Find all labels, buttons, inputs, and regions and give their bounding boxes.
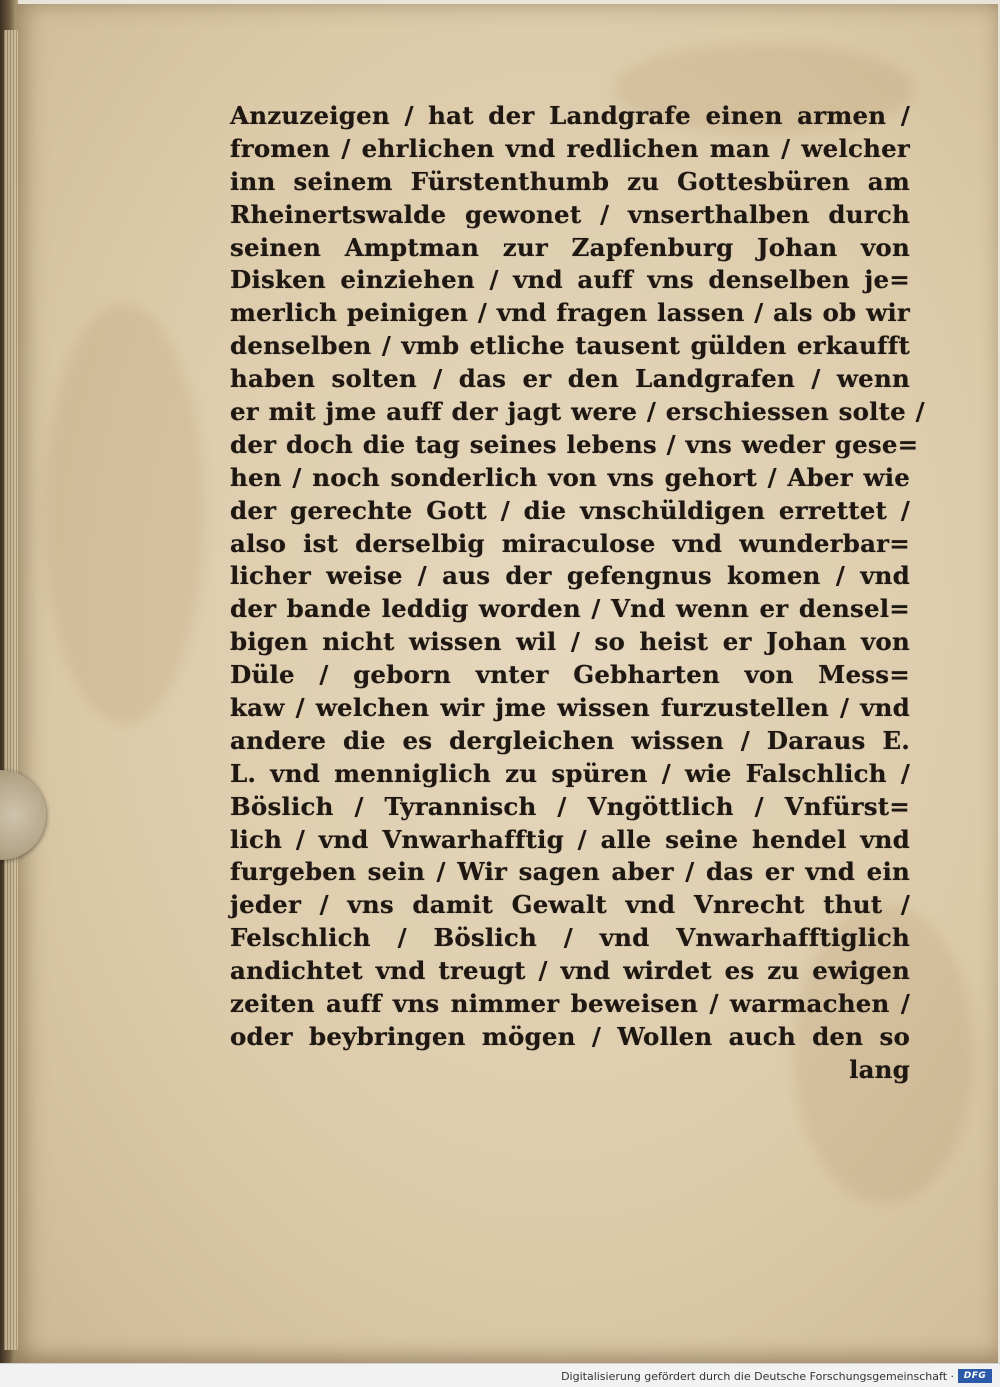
text-line: L. vnd menniglich zu spüren / wie Falschlich /: [230, 758, 910, 788]
text-line: bigen nicht wissen wil / so heist er Johan von: [230, 627, 910, 657]
text-line: haben solten / das er den Landgrafen / wenn: [230, 364, 910, 394]
text-line: also ist derselbig miraculose vnd wunderbar=: [230, 528, 910, 558]
text-line: Böslich / Tyrannisch / Vngöttlich / Vnfürst=: [230, 791, 910, 821]
footer-bar: [0, 1363, 1000, 1387]
text-line: der gerechte Gott / die vnschüldigen errettet /: [230, 495, 910, 525]
text-line: denselben / vmb etliche tausent gülden erkaufft: [230, 331, 910, 361]
text-line: andichtet vnd treugt / vnd wirdet es zu ewigen: [230, 956, 910, 986]
text-line: der bande leddig worden / Vnd wenn er densel=: [230, 594, 910, 624]
text-line: seinen Amptman zur Zapfenburg Johan von: [230, 232, 910, 262]
text-line: furgeben sein / Wir sagen aber / das er vnd ein: [230, 857, 910, 887]
text-line: inn seinem Fürstenthumb zu Gottesbüren am: [230, 166, 910, 196]
text-line: Disken einziehen / vnd auff vns denselben je=: [230, 265, 910, 295]
text-line: lich / vnd Vnwarhafftig / alle seine hendel vnd: [230, 824, 910, 854]
text-line: fromen / ehrlichen vnd redlichen man / welcher: [230, 133, 910, 163]
text-line: der doch die tag seines lebens / vns weder gese=: [230, 429, 919, 459]
text-line: hen / noch sonderlich von vns gehort / Aber wie: [230, 462, 910, 492]
footer-credit: Digitalisierung gefördert durch die Deutsche Forschungsgemeinschaft ·: [561, 1370, 954, 1383]
text-line: merlich peinigen / vnd fragen lassen / als ob wir: [230, 298, 910, 328]
text-line: licher weise / aus der gefengnus komen / vnd: [230, 561, 910, 591]
text-line: jeder / vns damit Gewalt vnd Vnrecht thut /: [230, 890, 910, 920]
text-line: andere die es dergleichen wissen / Daraus E.: [230, 725, 910, 755]
catchword: lang: [849, 1054, 910, 1084]
page-edges: [4, 30, 18, 1350]
text-line: Anzuzeigen / hat der Landgrafe einen armen /: [230, 101, 910, 130]
text-line: oder beybringen mögen / Wollen auch den so: [230, 1021, 910, 1051]
dfg-logo: DFG: [958, 1369, 992, 1383]
text-line: kaw / welchen wir jme wissen furzustellen / vnd: [230, 693, 910, 723]
text-line: Rheinertswalde gewonet / vnserthalben durch: [230, 199, 910, 229]
text-line: Düle / geborn vnter Gebharten von Mess=: [230, 660, 910, 690]
text-line: zeiten auff vns nimmer beweisen / warmachen /: [230, 989, 910, 1019]
text-block: [230, 100, 925, 1087]
paper-stain: [44, 304, 204, 724]
text-line: Felschlich / Böslich / vnd Vnwarhafftiglich: [230, 923, 910, 953]
text-line: er mit jme auff der jagt were / erschiessen solte /: [230, 397, 925, 427]
